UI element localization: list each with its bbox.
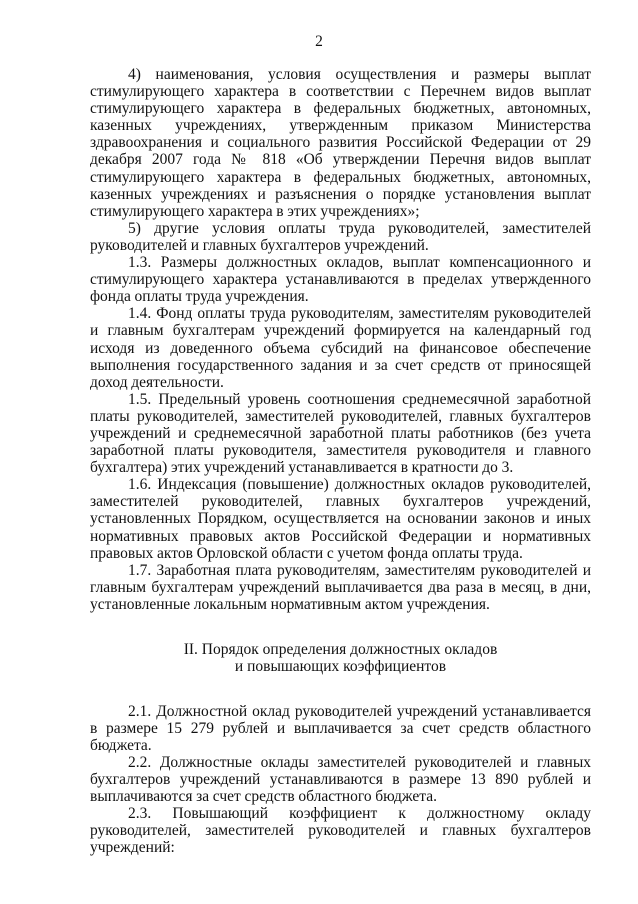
paragraph-1-3: 1.3. Размеры должностных окладов, выплат компенсационного и стимулирующего характера устанавливаются в пределах утвержденного фонда оплаты труда учреждения. xyxy=(90,254,591,306)
document-body xyxy=(90,66,591,856)
section-2-heading-line-1: II. Порядок определения должностных окладов xyxy=(183,641,498,658)
paragraph-1-7: 1.7. Заработная плата руководителям, заместителям руководителей и главным бухгалтерам учреждений выплачивается два раза в месяц, в дни, установленные локальным нормативным актом учреждения. xyxy=(90,561,591,613)
paragraph-2-1: 2.1. Должностной оклад руководителей учреждений устанавливается в размере 15 279 рублей и выплачивается за счет средств областного бюджета. xyxy=(90,702,591,754)
paragraph-1-4: 1.4. Фонд оплаты труда руководителям, заместителям руководителей и главным бухгалтерам учреждений формируется на календарный год исходя из доведенного объема субсидий на финансовое обеспечение выполнения государственного задания и за счет средств от приносящей доход деятельности. xyxy=(90,305,591,391)
section-2-heading-line-2: и повышающих коэффициентов xyxy=(234,658,447,676)
paragraph-2-3: 2.3. Повышающий коэффициент к должностному окладу руководителей, заместителей руководителей и главных бухгалтеров учреждений: xyxy=(90,805,591,857)
paragraph-item-4: 4) наименования, условия осуществления и размеры выплат стимулирующего характера в соответствии с Перечнем видов выплат стимулирующего характера в федеральных бюджетных, автономных, казенных учреждениях, утвержденным приказом Министерства здравоохранения и социального развития Российской Федерации от 29 декабря 2007 года № 818 «Об утверждении Перечня видов выплат стимулирующего характера в федеральных бюджетных, автономных, казенных учреждениях и разъяснения о порядке установления выплат стимулирующего характера в этих учреждениях»; xyxy=(90,66,591,220)
paragraph-1-5: 1.5. Предельный уровень соотношения среднемесячной заработной платы руководителей, заместителей руководителей, главных бухгалтеров учреждений и среднемесячной заработной платы работников (без учета заработной платы руководителя, заместителя руководителя и главного бухгалтера) этих учреждений устанавливается в кратности до 3. xyxy=(90,390,591,477)
paragraph-item-5: 5) другие условия оплаты труда руководителей, заместителей руководителей и главных бухгалтеров учреждений. xyxy=(90,219,591,254)
section-2-heading xyxy=(90,641,591,676)
paragraph-1-6: 1.6. Индексация (повышение) должностных окладов руководителей, заместителей руководителей, главных бухгалтеров учреждений, установленных Порядком, осуществляется на основании законов и иных нормативных правовых актов Российской Федерации и нормативных правовых актов Орловской области с учетом фонда оплаты труда. xyxy=(90,476,591,562)
page-number: 2 xyxy=(315,33,323,50)
paragraph-2-2: 2.2. Должностные оклады заместителей руководителей и главных бухгалтеров учреждений устанавливаются в размере 13 890 рублей и выплачиваются за счет средств областного бюджета. xyxy=(90,753,591,806)
